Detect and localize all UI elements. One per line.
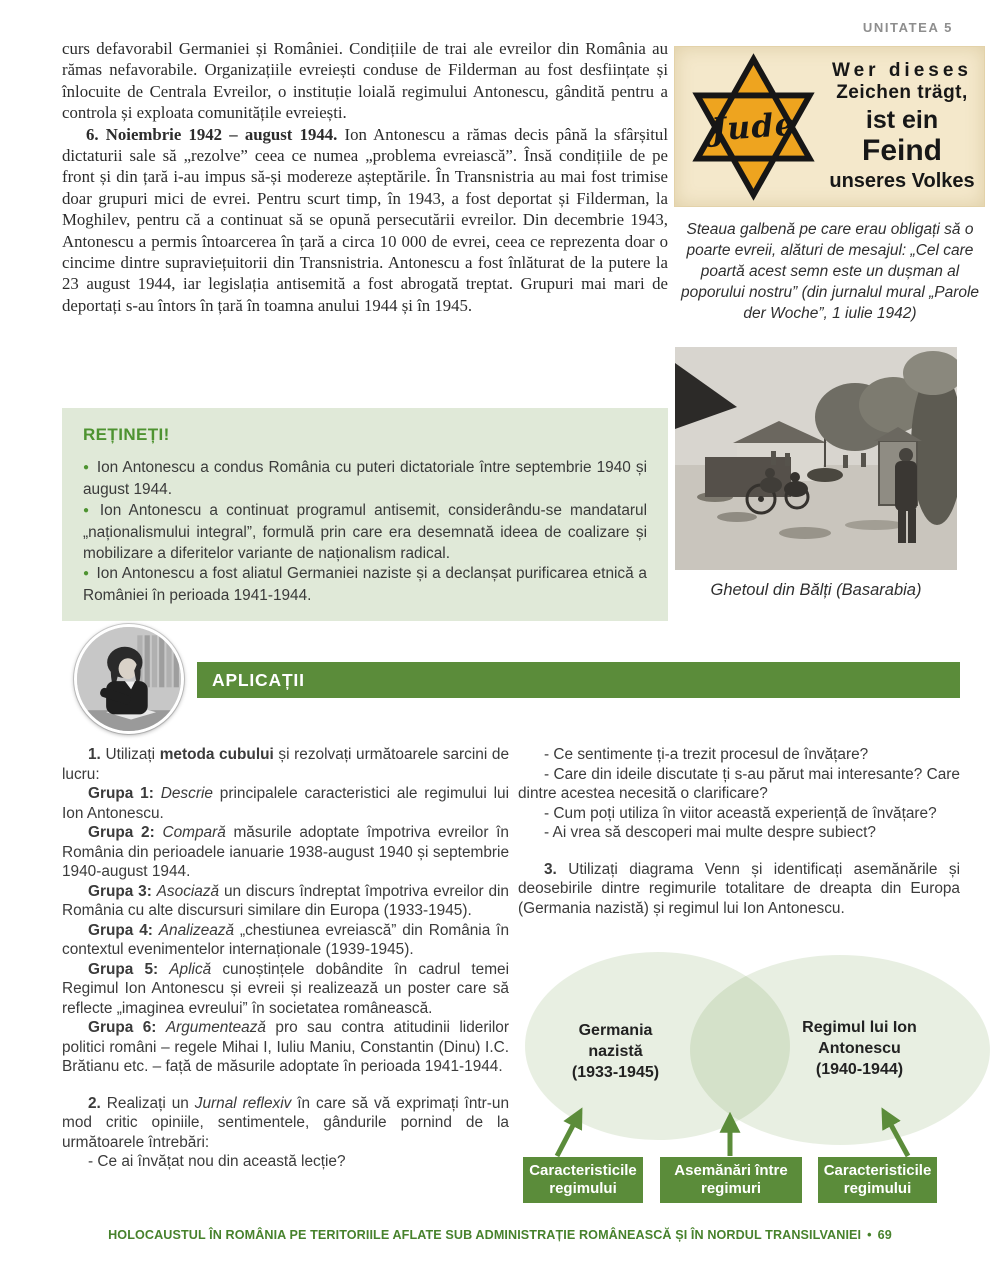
star-figure-caption: Steaua galbenă pe care erau obligați să o poarte evreii, alături de mesajul: „Cel care poartă acest semn este un dușman al poporului nostru” (din jurnalul mural „Parole der Woche”, 1 iulie 1942) [680, 221, 980, 322]
yellow-star-figure [674, 46, 985, 207]
venn-box-right: Caracteristicile regimului [818, 1157, 937, 1203]
retineti-bullet-text: Ion Antonescu a condus România cu puteri dictatoriale între septembrie 1940 și august 1944. [83, 459, 647, 499]
aplicatii-banner: APLICAȚII [197, 662, 960, 698]
bullet-icon: ● [83, 504, 93, 516]
group-task: Grupa 5: Aplică cunoștințele dobândite în cadrul temei Regimul Ion Antonescu și evreii și realizează un poster care să reflecte „imaginea evreului” în societatea românească. [62, 960, 509, 1017]
bullet-icon: ● [83, 568, 90, 580]
star-slogan [826, 60, 984, 193]
ghetto-photo-caption: Ghetoul din Bălți (Basarabia) [710, 581, 922, 599]
exercise-number: 2. [88, 1094, 101, 1112]
group-task: Grupa 1: Descrie principalele caracteristici ale regimului lui Ion Antonescu. [62, 785, 510, 822]
reflection-question: - Care din ideile discutate ți s-au părut mai interesante? Care dintre acestea necesită o clarificare? [518, 765, 960, 802]
reflection-question: - Ai vrea să descoperi mai multe despre subiect? [544, 824, 876, 841]
journal-name: Jurnal reflexiv [194, 1094, 292, 1112]
applications-right-column [518, 745, 960, 918]
venn-box-left: Caracteristicile regimului [523, 1157, 643, 1203]
slogan-line: ist ein [865, 105, 939, 134]
paragraph-body: Ion Antonescu a rămas decis până la sfârșitul dictaturii sale să „rezolve” ceea ce numea „problema evreiască”. Însă condițiile de pe front și din țară i-au impus să-și modereze așteptările. În Transnistria au mai fost trimise doar grupuri mici de evrei. Pentru scurt timp, în 1943, a fost deportat și Filderman, la Moghilev, pentru că a continuat să se opună persecutării evreilor. Din decembrie 1943, Antonescu a permis întoarcerea în țară a circa 10 000 de evrei, ceea ce reprezenta doar o cincime dintre supraviețuitorii din Transnistria. Antonescu a fost înlăturat de la putere la 23 august 1944, iar legislația antisemită a fost abrogată treptat. Grupuri mai mari de deportați s-au întors în țară în toamna anului 1944 și în 1945. [62, 124, 668, 315]
badge-word: Jude [709, 105, 797, 148]
footer-separator: • [867, 1228, 872, 1242]
applications-left-column [62, 745, 509, 1172]
exercise-1-intro: 1. Utilizați metoda cubului și rezolvați următoarele sarcini de lucru: [62, 746, 510, 783]
venn-label-right: Regimul lui Ion Antonescu (1940-1944) [802, 1019, 917, 1078]
star-of-david-icon [681, 51, 826, 203]
unit-header: UNITATEA 5 [862, 20, 953, 35]
venn-diagram [500, 945, 1000, 1220]
footer-title: HOLOCAUSTUL ÎN ROMÂNIA PE TERITORIILE AFLATE SUB ADMINISTRAȚIE ROMÂNEASCĂ ȘI ÎN NORDUL TRANSILVANIEI [108, 1228, 862, 1242]
slogan-line: Wer dieses [832, 60, 972, 82]
star-of-david-svg [681, 51, 826, 203]
ghetto-photo [675, 347, 957, 570]
slogan-line: unseres Volkes [829, 170, 975, 193]
group-task: Grupa 6: Argumentează pro sau contra atitudinii liderilor politici români – regele Mihai I, Iuliu Maniu, Constantin (Dinu) I.C. Brătianu etc. – față de măsurile adoptate în perioada 1941-1944. [62, 1019, 509, 1075]
portrait-photo [74, 624, 184, 734]
paragraph [62, 124, 668, 317]
ghetto-photo-illustration [675, 347, 957, 570]
venn-box-middle: Asemănări între regimuri [660, 1157, 802, 1203]
exercise-3-intro: 3. Utilizați diagrama Venn și identificați asemănările și deosebirile dintre regimurile totalitare de dreapta din Europa (Germania nazistă) și regimul lui Ion Antonescu. [518, 860, 960, 917]
group-task: Grupa 4: Analizează „chestiunea evreiască” din România în contextul evenimentelor internaționale (1939-1945). [62, 921, 510, 958]
reflection-question: - Cum poți utiliza în viitor această experiență de învățare? [544, 804, 937, 822]
slogan-line: Zeichen trägt, [836, 81, 968, 103]
page-number: 69 [877, 1228, 892, 1242]
paragraph: curs defavorabil Germaniei și României. Condițiile de trai ale evreilor din România au rămas nefavorabile. Organizațiile evreiești conduse de Filderman au fost desființate și înlocuite de Centrala Evreilor, o instituție loială regimului Antonescu, gândită pentru a controla și exploata comunitățile evreiești. [62, 39, 668, 123]
group-task: Grupa 3: Asociază un discurs îndreptat împotriva evreilor din România cu alte discursuri similare din Europa (1933-1945). [62, 882, 509, 919]
page-footer [0, 1228, 1000, 1242]
paragraph-lead: 6. Noiembrie 1942 – august 1944. [86, 124, 338, 144]
slogan-line: Feind [862, 133, 942, 167]
portrait-photo-illustration [77, 627, 181, 731]
method-name: metoda cubului [159, 746, 274, 763]
retineti-title: REȚINEȚI! [83, 425, 170, 444]
group-task: Grupa 2: Compară măsurile adoptate împotriva evreilor în România din perioadele ianuarie 1938-august 1940 și septembrie 1940-august 1944. [62, 824, 509, 880]
retineti-bullet [83, 501, 647, 564]
reflection-question: - Ce ai învățat nou din această lecție? [88, 1153, 346, 1170]
retineti-bullet-text: Ion Antonescu a continuat programul antisemit, considerându-se mandatarul „naționalismului integral”, formulă prin care era desemnată ideea de coalizare și mobilizare a diferitelor variante de naționalism radical. [83, 501, 647, 562]
main-text-column [62, 38, 668, 316]
retineti-bullet [83, 458, 647, 501]
exercise-2-intro: 2. Realizați un Jurnal reflexiv în care să vă exprimați într-un mod critic opiniile, sentimentele, gândurile pornind de la următoarele întrebări: [62, 1094, 510, 1151]
bullet-icon: ● [83, 462, 90, 473]
retineti-box [62, 408, 668, 621]
exercise-number: 3. [544, 860, 557, 878]
reflection-question: - Ce sentimente ți-a trezit procesul de învățare? [544, 746, 869, 763]
venn-label-left: Germania nazistă (1933-1945) [571, 1022, 660, 1081]
exercise-number: 1. [88, 746, 101, 763]
retineti-bullet [83, 564, 647, 607]
retineti-bullet-text: Ion Antonescu a fost aliatul Germaniei naziste și a declanșat purificarea etnică a României în perioada 1941-1944. [83, 565, 647, 605]
